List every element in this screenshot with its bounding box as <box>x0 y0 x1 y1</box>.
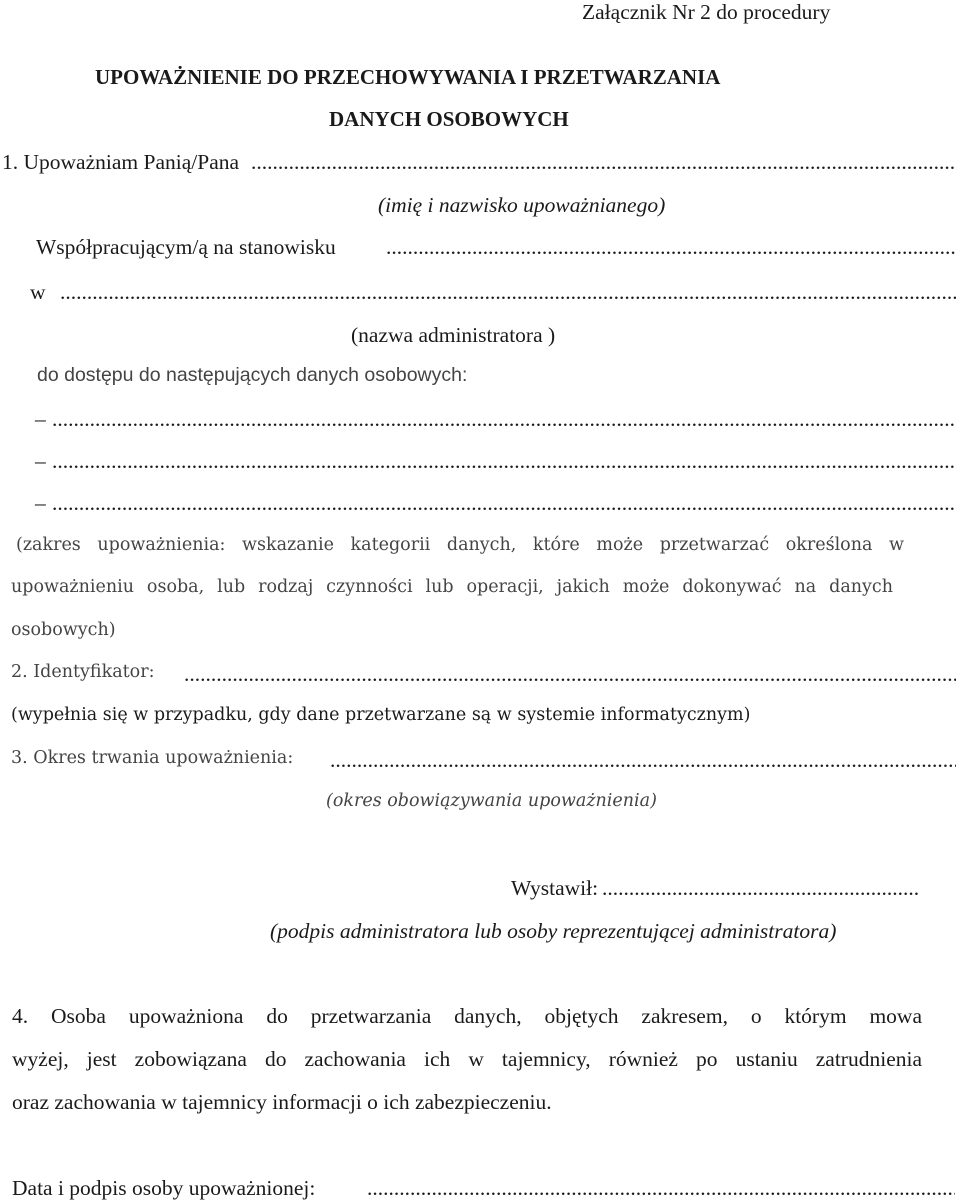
scope-hint-line1: (zakres upoważnienia: wskazanie kategorii danych, które może przetwarzać określona w <box>16 535 904 555</box>
in-label: w <box>30 280 46 304</box>
name-hint: (imię i nazwisko upoważnianego) <box>378 193 666 217</box>
position-fill-line[interactable] <box>386 237 956 259</box>
admin-fill-line[interactable] <box>60 282 956 304</box>
confidentiality-line2: wyżej, jest zobowiązana do zachowania ich w tajemnicy, również po ustaniu zatrudnienia <box>12 1047 922 1071</box>
access-label: do dostępu do następujących danych osobowych: <box>37 364 468 386</box>
issued-label: Wystawił: <box>511 876 599 900</box>
position-label: Współpracującym/ą na stanowisku <box>36 235 336 259</box>
identifier-label: 2. Identyfikator: <box>11 662 155 682</box>
data-fill-line-2[interactable] <box>52 451 956 473</box>
authorize-label: 1. Upoważniam Panią/Pana <box>2 150 240 174</box>
document-title-line2: DANYCH OSOBOWYCH <box>329 107 569 131</box>
name-fill-line[interactable] <box>251 152 956 174</box>
period-fill-line[interactable] <box>330 750 956 772</box>
dash-3: – <box>35 491 46 515</box>
period-label: 3. Okres trwania upoważnienia: <box>11 748 294 768</box>
period-hint: (okres obowiązywania upoważnienia) <box>326 791 657 811</box>
issued-hint: (podpis administratora lub osoby reprezentującej administratora) <box>270 919 837 943</box>
data-fill-line-1[interactable] <box>52 409 956 431</box>
identifier-fill-line[interactable] <box>184 664 956 686</box>
signature-fill-line[interactable] <box>367 1178 955 1200</box>
data-fill-line-3[interactable] <box>52 493 956 515</box>
dash-1: – <box>35 407 46 431</box>
document-title-line1: UPOWAŻNIENIE DO PRZECHOWYWANIA I PRZETWARZANIA <box>95 65 721 89</box>
confidentiality-line1: 4. Osoba upoważniona do przetwarzania danych, objętych zakresem, o którym mowa <box>12 1004 922 1028</box>
issued-fill-line[interactable] <box>602 878 918 900</box>
confidentiality-line3: oraz zachowania w tajemnicy informacji o ich zabezpieczeniu. <box>12 1090 552 1114</box>
identifier-hint: (wypełnia się w przypadku, gdy dane przetwarzane są w systemie informatycznym) <box>11 705 751 725</box>
scope-hint-line2: upoważnieniu osoba, lub rodzaj czynności lub operacji, jakich może dokonywać na danych <box>11 577 893 597</box>
dash-2: – <box>35 449 46 473</box>
annex-label: Załącznik Nr 2 do procedury <box>582 0 831 24</box>
admin-hint: (nazwa administratora ) <box>351 323 556 347</box>
scope-hint-line3: osobowych) <box>11 620 116 640</box>
signature-label: Data i podpis osoby upoważnionej: <box>12 1176 316 1200</box>
